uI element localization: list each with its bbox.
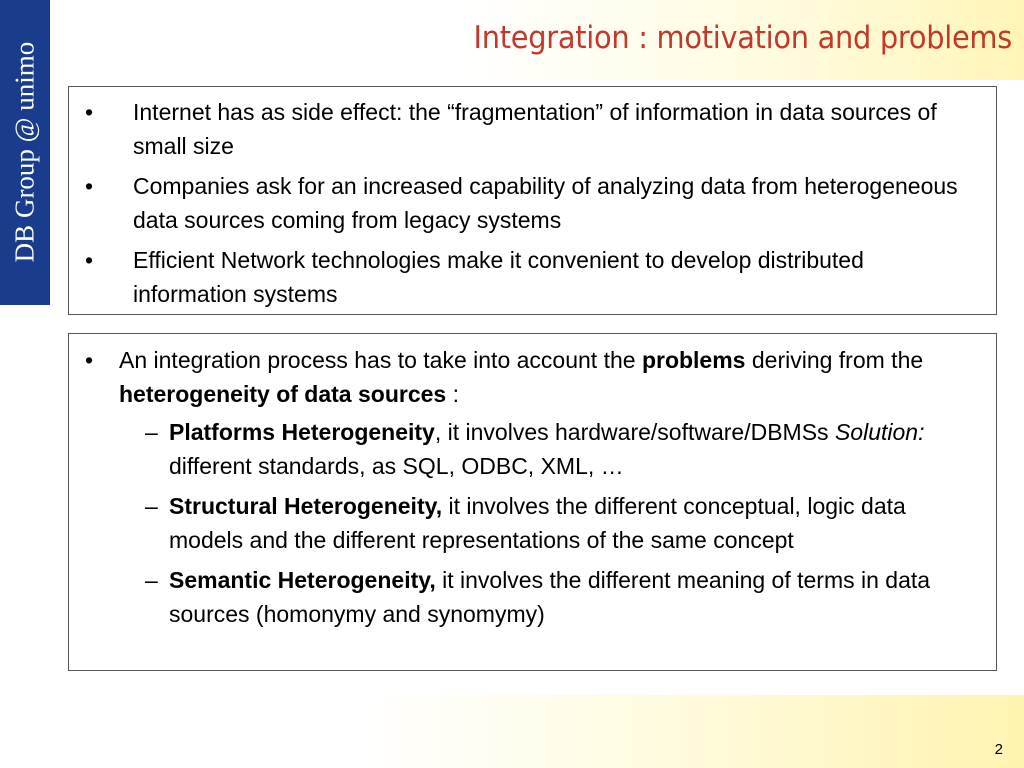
motivation-text: Efficient Network technologies make it convenient to develop distributed information systems bbox=[133, 247, 864, 307]
intro-text-e: : bbox=[446, 381, 459, 407]
motivation-box bbox=[68, 86, 997, 315]
page-number: 2 bbox=[994, 741, 1003, 758]
bullet-marker: • bbox=[85, 99, 94, 125]
heterogeneity-text: , it involves hardware/software/DBMSs bbox=[434, 419, 835, 445]
heterogeneity-item-structural bbox=[83, 489, 976, 557]
motivation-list bbox=[83, 95, 976, 311]
intro-heterogeneity: heterogeneity of data sources bbox=[119, 381, 447, 407]
bullet-marker: • bbox=[85, 347, 94, 373]
intro-problems: problems bbox=[641, 347, 746, 373]
heterogeneity-item-platforms bbox=[83, 415, 976, 483]
heterogeneity-term: Structural Heterogeneity, bbox=[169, 493, 443, 519]
bullet-marker: • bbox=[85, 173, 94, 199]
sidebar-band bbox=[0, 0, 50, 305]
dash-marker: – bbox=[145, 567, 158, 593]
problems-box bbox=[68, 333, 997, 671]
heterogeneity-text: it involves the different conceptual, logic data models and the different representations of the same concept bbox=[169, 493, 906, 553]
solution-label: Solution: bbox=[834, 419, 925, 445]
motivation-text: Internet has as side effect: the “fragmentation” of information in data sources of small size bbox=[133, 99, 937, 159]
motivation-text: Companies ask for an increased capability of analyzing data from heterogeneous data sources coming from legacy systems bbox=[133, 173, 958, 233]
dash-marker: – bbox=[145, 493, 158, 519]
intro-text-a: An integration process has to take into account the bbox=[119, 347, 642, 373]
motivation-bullet bbox=[83, 95, 976, 163]
heterogeneity-item-semantic bbox=[83, 563, 976, 631]
heterogeneity-term: Platforms Heterogeneity bbox=[169, 419, 435, 445]
dash-marker: – bbox=[145, 419, 158, 445]
heterogeneity-term: Semantic Heterogeneity, bbox=[169, 567, 436, 593]
motivation-bullet bbox=[83, 243, 976, 311]
intro-text-c: deriving from the bbox=[745, 347, 924, 373]
slide-title: Integration : motivation and problems bbox=[473, 20, 1012, 56]
footer-background bbox=[0, 695, 1024, 768]
sidebar-label: DB Group @ unimo bbox=[9, 41, 40, 263]
solution-text: different standards, as SQL, ODBC, XML, … bbox=[169, 453, 624, 479]
heterogeneity-text: it involves the different meaning of terms in data sources (homonymy and synomymy) bbox=[169, 567, 931, 627]
bullet-marker: • bbox=[85, 247, 94, 273]
motivation-bullet bbox=[83, 169, 976, 237]
problems-intro bbox=[83, 343, 976, 411]
heterogeneity-list bbox=[83, 415, 976, 631]
